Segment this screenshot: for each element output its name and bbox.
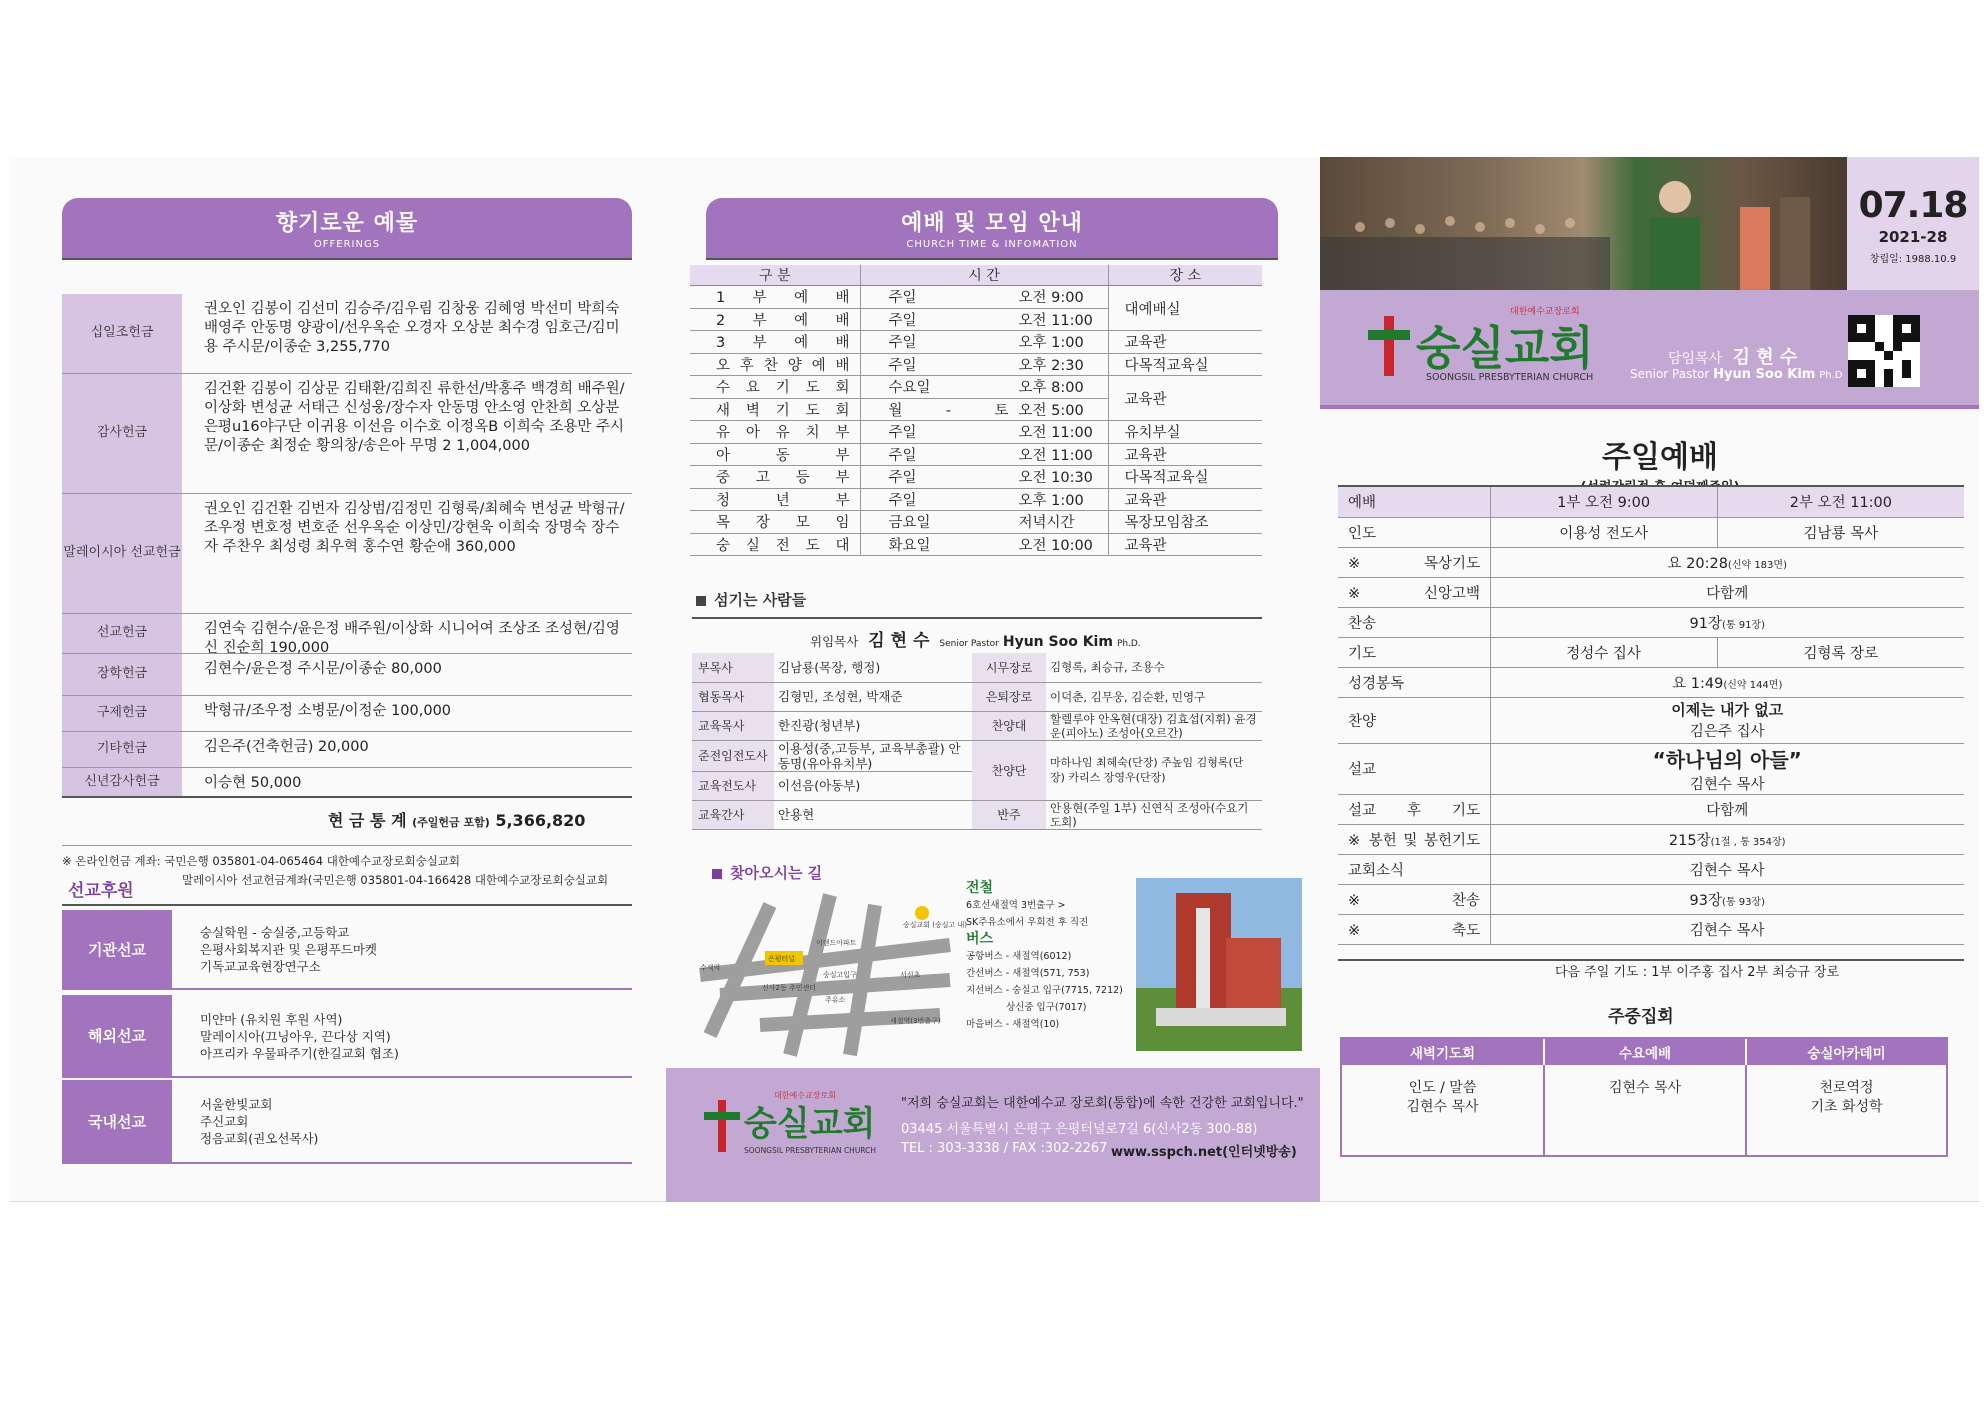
worship-order-label: 설교 후 기도 xyxy=(1338,794,1490,824)
staff-role: 협동목사 xyxy=(692,682,774,711)
malaysia-account: 말레이시아 선교헌금계좌(국민은행 035801-04-166428 대한예수교장로회숭실교회 xyxy=(182,873,609,887)
schedule-name: 숭 실 전 도 대 xyxy=(690,533,860,556)
offerings-title: 향기로운 예물 xyxy=(275,211,419,236)
schedule-time: 주일 오후 2:30 xyxy=(860,353,1108,376)
staff-people: 김형록, 최승규, 조용수 xyxy=(1046,653,1262,682)
offering-category: 기타헌금 xyxy=(62,732,182,767)
worship-order-row xyxy=(1338,914,1964,944)
worship-order-label: ※ 찬송 xyxy=(1338,884,1490,914)
location-map xyxy=(700,885,968,1055)
worship-order-row xyxy=(1338,577,1964,607)
worship-order-label: 찬송 xyxy=(1338,607,1490,637)
mission-target: 주신교회 xyxy=(200,1114,249,1129)
offering-names: 김연숙 김현수/윤은정 배주원/이상화 시니어여 조상조 조성현/김영신 진순희 190,000 xyxy=(204,621,620,656)
bus-line-4: 상신중 입구(7017) xyxy=(1006,1002,1087,1013)
staff-role: 찬양대 xyxy=(972,711,1046,740)
offerings-header xyxy=(62,198,632,258)
worship-order-row xyxy=(1338,697,1964,743)
footer-logo-en: SOONGSIL PRESBYTERIAN CHURCH xyxy=(744,1146,877,1155)
staff-role: 은퇴장로 xyxy=(972,682,1046,711)
offering-row xyxy=(62,768,632,798)
worship-order-content: “하나님의 아들” 김현수 목사 xyxy=(1490,743,1964,794)
worship-order-label: ※ 봉헌 및 봉헌기도 xyxy=(1338,824,1490,854)
schedule-name: 청 년 부 xyxy=(690,488,860,511)
mission-target: 서울한빛교회 xyxy=(200,1097,273,1112)
bulletin-date-box xyxy=(1847,157,1979,290)
schedule-row xyxy=(690,466,1262,489)
schedule-col-place: 장 소 xyxy=(1108,265,1262,286)
schedule-header-line xyxy=(706,258,1278,260)
mission-top-line xyxy=(62,904,632,906)
schedule-place: 교육관 xyxy=(1108,376,1262,421)
staff-people: 이용성(중,고등부, 교육부총괄) 안동명(유아유치부) xyxy=(774,740,972,771)
staff-role: 부목사 xyxy=(692,653,774,682)
map-label-school: 숭실고입구 xyxy=(823,971,857,979)
mission-row xyxy=(62,995,632,1078)
mission-target: 정음교회(권오선목사) xyxy=(200,1131,319,1146)
banner-pastor-ko: 담임목사 김 현 수 xyxy=(1668,347,1798,368)
subway-label: 전철 xyxy=(966,880,994,896)
worship-order-label: 찬양 xyxy=(1338,697,1490,743)
worship-title: 주일예배 xyxy=(1602,440,1718,475)
offering-names: 이승현 50,000 xyxy=(204,775,302,791)
transit-info xyxy=(966,880,1131,1033)
staff-row xyxy=(692,711,1262,740)
worship-order-row xyxy=(1338,854,1964,884)
schedule-name: 아 동 부 xyxy=(690,443,860,466)
staff-role: 교육전도사 xyxy=(692,771,774,800)
staff-people: 한진광(청년부) xyxy=(774,711,972,740)
map-label-gas: 주유소 xyxy=(825,996,846,1004)
bus-label: 버스 xyxy=(966,931,994,947)
offerings-header-line xyxy=(62,258,632,260)
worship-order-label: 교회소식 xyxy=(1338,854,1490,884)
schedule-time: 화요일 오전 10:00 xyxy=(860,533,1108,556)
banner-logo-small: 대한예수교장로회 xyxy=(1510,307,1580,317)
schedule-place: 교육관 xyxy=(1108,443,1262,466)
offering-names: 김은주(건축헌금) 20,000 xyxy=(204,739,369,755)
worship-order-content: 요 1:49(신약 144면) xyxy=(1490,667,1964,697)
offering-category: 십일조헌금 xyxy=(62,294,182,373)
offering-row xyxy=(62,294,632,374)
worship-order-label: 설교 xyxy=(1338,743,1490,794)
offering-row xyxy=(62,374,632,494)
church-building-photo xyxy=(1136,878,1302,1051)
schedule-place: 유치부실 xyxy=(1108,421,1262,444)
worship-order-label: ※ 축도 xyxy=(1338,914,1490,944)
worship-order-label: 성경봉독 xyxy=(1338,667,1490,697)
worship-order-second: 김남룡 목사 xyxy=(1717,517,1964,547)
offering-names: 권오인 김건환 김번자 김상범/김정민 김형룩/최혜숙 변성균 박형규/조우정 변호정 변호준 선우옥순 이상민/강현욱 이희숙 장명숙 장수자 주찬우 최성령 최우혁 홍수연 황순애 360,000 xyxy=(204,501,625,555)
staff-role: 교육목사 xyxy=(692,711,774,740)
schedule-time: 금요일 저녁시간 xyxy=(860,511,1108,534)
offering-category: 말레이시아 선교헌금 xyxy=(62,494,182,613)
schedule-time: 주일 오전 11:00 xyxy=(860,421,1108,444)
offering-row xyxy=(62,732,632,768)
schedule-row xyxy=(690,331,1262,354)
offering-category: 장학헌금 xyxy=(62,654,182,695)
worship-order-label: 예배 xyxy=(1338,487,1490,517)
worship-order-content: 93장(통 93장) xyxy=(1490,884,1964,914)
schedule-row xyxy=(690,376,1262,399)
offerings-subtitle: OFFERINGS xyxy=(313,239,381,250)
schedule-time: 주일 오전 9:00 xyxy=(860,286,1108,309)
offering-names: 박형규/조우정 소병문/이정순 100,000 xyxy=(204,703,452,719)
staff-row xyxy=(692,800,1262,829)
banner-logo-en: SOONGSIL PRESBYTERIAN CHURCH xyxy=(1426,372,1594,383)
mission-target: 숭실학원 - 숭실중,고등학교 xyxy=(200,925,350,940)
schedule-row xyxy=(690,286,1262,309)
gathering-body-wed: 김현수 목사 xyxy=(1608,1080,1682,1096)
footer-website[interactable]: www.sspch.net(인터넷방송) xyxy=(1111,1145,1297,1160)
schedule-row xyxy=(690,421,1262,444)
schedule-row xyxy=(690,488,1262,511)
offering-category: 구제헌금 xyxy=(62,696,182,731)
offering-row xyxy=(62,494,632,614)
founded-date: 창립일: 1988.10.9 xyxy=(1869,254,1957,265)
servants-line xyxy=(692,617,1262,619)
schedule-name: 2 부 예 배 xyxy=(690,308,860,331)
schedule-name: 중 고 등 부 xyxy=(690,466,860,489)
mission-support-label: 선교후원 xyxy=(68,881,134,901)
total-line xyxy=(62,796,632,798)
offering-total: 현 금 통 계 (주일헌금 포함) 5,366,820 xyxy=(328,811,586,830)
worship-order-row xyxy=(1338,794,1964,824)
offering-names: 권오인 김봉이 김선미 김승주/김우림 김창웅 김혜영 박선미 박희숙 배영주 안동명 양광이/선우옥순 오경자 오상분 최수경 임호근/김미용 주시문/이종순 3,255,770 xyxy=(204,301,620,355)
schedule-name: 유 아 유 치 부 xyxy=(690,421,860,444)
staff-people: 김남룡(목장, 행정) xyxy=(774,653,972,682)
cross-logo-icon xyxy=(1368,316,1410,376)
staff-people: 할렐루야 안옥현(대장) 김효섭(지휘) 윤경운(피아노) 조성아(오르간) xyxy=(1046,711,1262,740)
worship-order-content: 다함께 xyxy=(1490,577,1964,607)
mission-target: 은평사회복지관 및 은평푸드마켓 xyxy=(200,942,377,957)
church-banner xyxy=(1320,290,1979,405)
worship-order-content: 김현수 목사 xyxy=(1490,914,1964,944)
schedule-col-time: 시 간 xyxy=(860,265,1108,286)
mission-category: 해외선교 xyxy=(62,995,172,1076)
mission-category: 국내선교 xyxy=(62,1080,172,1162)
online-account: ※ 온라인헌금 계좌: 국민은행 035801-04-065464 대한예수교장로회숭실교회 xyxy=(62,854,461,868)
schedule-name: 1 부 예 배 xyxy=(690,286,860,309)
bus-line-1: 공항버스 - 새절역(6012) xyxy=(966,951,1072,962)
offering-category: 감사헌금 xyxy=(62,374,182,493)
worship-order-row xyxy=(1338,547,1964,577)
schedule-table xyxy=(690,265,1262,556)
schedule-row xyxy=(690,353,1262,376)
photo-figures xyxy=(1320,157,1847,290)
gathering-head-dawn: 새벽기도회 xyxy=(1342,1039,1543,1065)
schedule-name: 수 요 기 도 회 xyxy=(690,376,860,399)
worship-order-first: 이용성 전도사 xyxy=(1490,517,1717,547)
schedule-place: 교육관 xyxy=(1108,488,1262,511)
bulletin-number: 2021-28 xyxy=(1878,228,1948,246)
congregation-photo xyxy=(1320,157,1847,290)
schedule-place: 다목적교육실 xyxy=(1108,353,1262,376)
worship-order-label: ※ 목상기도 xyxy=(1338,547,1490,577)
mission-row xyxy=(62,910,632,990)
bus-line-3: 지선버스 - 숭실고 입구(7715, 7212) xyxy=(966,985,1123,996)
schedule-row xyxy=(690,511,1262,534)
schedule-row xyxy=(690,533,1262,556)
schedule-row xyxy=(690,443,1262,466)
map-label-apt: 이랜드아파트 xyxy=(816,939,857,947)
mission-target: 기독교교육현장연구소 xyxy=(200,959,321,974)
staff-table xyxy=(692,653,1262,830)
worship-order-content: 215장(1절 , 통 354장) xyxy=(1490,824,1964,854)
divider xyxy=(62,845,632,846)
offering-row xyxy=(62,614,632,654)
staff-people: 안용현 xyxy=(774,800,972,829)
schedule-header xyxy=(706,198,1278,258)
footer-quote: "저희 숭실교회는 대한예수교 장로회(통합)에 속한 건강한 교회입니다." xyxy=(901,1096,1304,1111)
qr-code-icon[interactable] xyxy=(1848,315,1920,387)
worship-order-content: 요 20:28(신약 183면) xyxy=(1490,547,1964,577)
mission-targets xyxy=(200,1096,318,1147)
church-marker xyxy=(915,906,929,920)
worship-order-row xyxy=(1338,517,1964,547)
worship-order-row xyxy=(1338,743,1964,794)
directions-title: 찾아오시는 길 xyxy=(712,862,822,883)
footer-logo-small: 대한예수교장로회 xyxy=(774,1091,836,1100)
schedule-time: 주일 오전 11:00 xyxy=(860,443,1108,466)
staff-row xyxy=(692,653,1262,682)
staff-people: 안용현(주일 1부) 신연식 조성아(수요기도회) xyxy=(1046,800,1262,829)
staff-row xyxy=(692,682,1262,711)
next-week-prayer: 다음 주일 기도 : 1부 이주홍 집사 2부 최승규 장로 xyxy=(1555,965,1840,980)
mission-targets xyxy=(200,924,377,975)
worship-order-table xyxy=(1338,487,1964,945)
weekday-gatherings-table xyxy=(1340,1037,1948,1157)
worship-order-label: ※ 신앙고백 xyxy=(1338,577,1490,607)
schedule-time: 주일 오전 11:00 xyxy=(860,308,1108,331)
schedule-name: 새 벽 기 도 회 xyxy=(690,398,860,421)
footer-address: 03445 서울특별시 은평구 은평터널로7길 6(신사2동 300-88) xyxy=(901,1122,1258,1137)
staff-role: 찬양단 xyxy=(972,740,1046,800)
worship-order-row xyxy=(1338,637,1964,667)
worship-order-row xyxy=(1338,824,1964,854)
schedule-subtitle: CHURCH TIME & INFOMATION xyxy=(906,239,1078,250)
worship-order-row xyxy=(1338,884,1964,914)
footer-phone: TEL : 303-3338 / FAX :302-2267 xyxy=(901,1141,1108,1156)
offering-category: 신년감사헌금 xyxy=(62,768,182,797)
senior-pastor-line: 위임목사 김 현 수 Senior Pastor Hyun Soo Kim Ph.D. xyxy=(810,631,1141,651)
staff-role: 시무장로 xyxy=(972,653,1046,682)
schedule-time: 수요일 오후 8:00 xyxy=(860,376,1108,399)
schedule-time: 월 - 토 오전 5:00 xyxy=(860,398,1108,421)
cross-logo-icon xyxy=(704,1100,740,1152)
worship-order-label: 인도 xyxy=(1338,517,1490,547)
gathering-head-wed: 수요예배 xyxy=(1545,1039,1745,1065)
schedule-name: 목 장 모 임 xyxy=(690,511,860,534)
footer-logo-text: 숭실교회 xyxy=(744,1104,876,1144)
schedule-place: 다목적교육실 xyxy=(1108,466,1262,489)
offering-names: 김건환 김봉이 김상문 김태환/김희진 류한선/박홍주 백경희 배주원/이상화 변성균 서태근 신성웅/장수자 안동명 안소영 안찬희 오상분 은평u16야구단 이귀용 이선음 이수호 이정옥B 이희숙 조용만 주시문/이종순 최정순 황의창/송은아 무명 2 1,004,000 xyxy=(204,381,625,454)
worship-order-row xyxy=(1338,667,1964,697)
staff-row xyxy=(692,740,1262,771)
mission-target: 말레이시아(끄닝아우, 끈다상 지역) xyxy=(200,1028,391,1044)
schedule-time: 주일 오전 10:30 xyxy=(860,466,1108,489)
schedule-place: 대예배실 xyxy=(1108,286,1262,331)
staff-role: 교육간사 xyxy=(692,800,774,829)
map-label-susaek: 수색역 xyxy=(700,964,721,972)
offering-row xyxy=(62,654,632,696)
schedule-place: 교육관 xyxy=(1108,331,1262,354)
map-label-station: 새절역(3번출구) xyxy=(890,1017,941,1025)
schedule-name: 3 부 예 배 xyxy=(690,331,860,354)
subway-line-1: 6호선새절역 3번출구 > xyxy=(966,900,1066,911)
offering-row xyxy=(62,696,632,732)
offering-category: 선교헌금 xyxy=(62,614,182,653)
banner-pastor-en: Senior Pastor Hyun Soo Kim Ph.D xyxy=(1630,367,1843,382)
staff-role: 준전임전도사 xyxy=(692,740,774,771)
gathering-body-dawn: 인도 / 말씀 김현수 목사 xyxy=(1406,1080,1479,1115)
offering-names: 김현수/윤은정 주시문/이종순 80,000 xyxy=(204,661,442,677)
worship-order-content: 91장(통 91장) xyxy=(1490,607,1964,637)
gathering-body-academy: 천로역정 기초 화성학 xyxy=(1810,1080,1883,1115)
worship-order-row xyxy=(1338,607,1964,637)
weekday-gatherings-title: 주중집회 xyxy=(1608,1007,1674,1027)
servants-title: 섬기는 사람들 xyxy=(696,589,806,610)
church-footer xyxy=(666,1068,1320,1202)
map-label-elem: 서신초 xyxy=(900,971,921,979)
staff-people: 이선음(아동부) xyxy=(774,771,972,800)
worship-order-content: 이제는 내가 없고 김은주 집사 xyxy=(1490,697,1964,743)
banner-logo-text: 숭실교회 xyxy=(1416,321,1594,375)
subway-line-2: SK주유소에서 우회전 후 직진 xyxy=(966,917,1089,928)
worship-order-content: 다함께 xyxy=(1490,794,1964,824)
schedule-place: 교육관 xyxy=(1108,533,1262,556)
mission-target: 미얀마 (유치원 후원 사역) xyxy=(200,1011,343,1027)
worship-order-first: 정성수 집사 xyxy=(1490,637,1717,667)
worship-order-first: 1부 오전 9:00 xyxy=(1490,487,1717,517)
schedule-time: 주일 오후 1:00 xyxy=(860,331,1108,354)
mission-row xyxy=(62,1080,632,1164)
staff-role: 반주 xyxy=(972,800,1046,829)
staff-people: 김형민, 조성현, 박재준 xyxy=(774,682,972,711)
worship-order-label: 기도 xyxy=(1338,637,1490,667)
worship-order-content: 김현수 목사 xyxy=(1490,854,1964,884)
schedule-place: 목장모임참조 xyxy=(1108,511,1262,534)
staff-people: 이덕춘, 김무웅, 김순환, 민영구 xyxy=(1046,682,1262,711)
worship-order-second: 김형록 장로 xyxy=(1717,637,1964,667)
schedule-name: 오 후 찬 양 예 배 xyxy=(690,353,860,376)
schedule-title: 예배 및 모임 안내 xyxy=(901,211,1083,236)
banner-underline xyxy=(1320,405,1979,409)
map-label-church: 숭실교회 (숭실고 내) xyxy=(903,921,968,929)
staff-people: 마하나임 최혜숙(단장) 주높임 김형록(단장) 카리스 장영우(단장) xyxy=(1046,740,1262,800)
worship-order-row xyxy=(1338,487,1964,517)
mission-target: 아프리카 우물파주기(한길교회 협조) xyxy=(200,1045,399,1061)
mission-targets xyxy=(200,1011,399,1062)
bus-line-2: 간선버스 - 새절역(571, 753) xyxy=(966,968,1090,979)
schedule-time: 주일 오후 1:00 xyxy=(860,488,1108,511)
schedule-col-category: 구 분 xyxy=(690,265,860,286)
map-label-center: 신사2동 주민센터 xyxy=(762,984,817,992)
mission-category: 기관선교 xyxy=(62,910,172,988)
bus-line-5: 마을버스 - 새절역(10) xyxy=(966,1019,1060,1030)
worship-order-second: 2부 오전 11:00 xyxy=(1717,487,1964,517)
gathering-head-academy: 숭실아카데미 xyxy=(1747,1039,1946,1065)
bulletin-date: 07.18 xyxy=(1858,185,1968,226)
map-label-tunnel: 은평터널 xyxy=(768,955,796,963)
